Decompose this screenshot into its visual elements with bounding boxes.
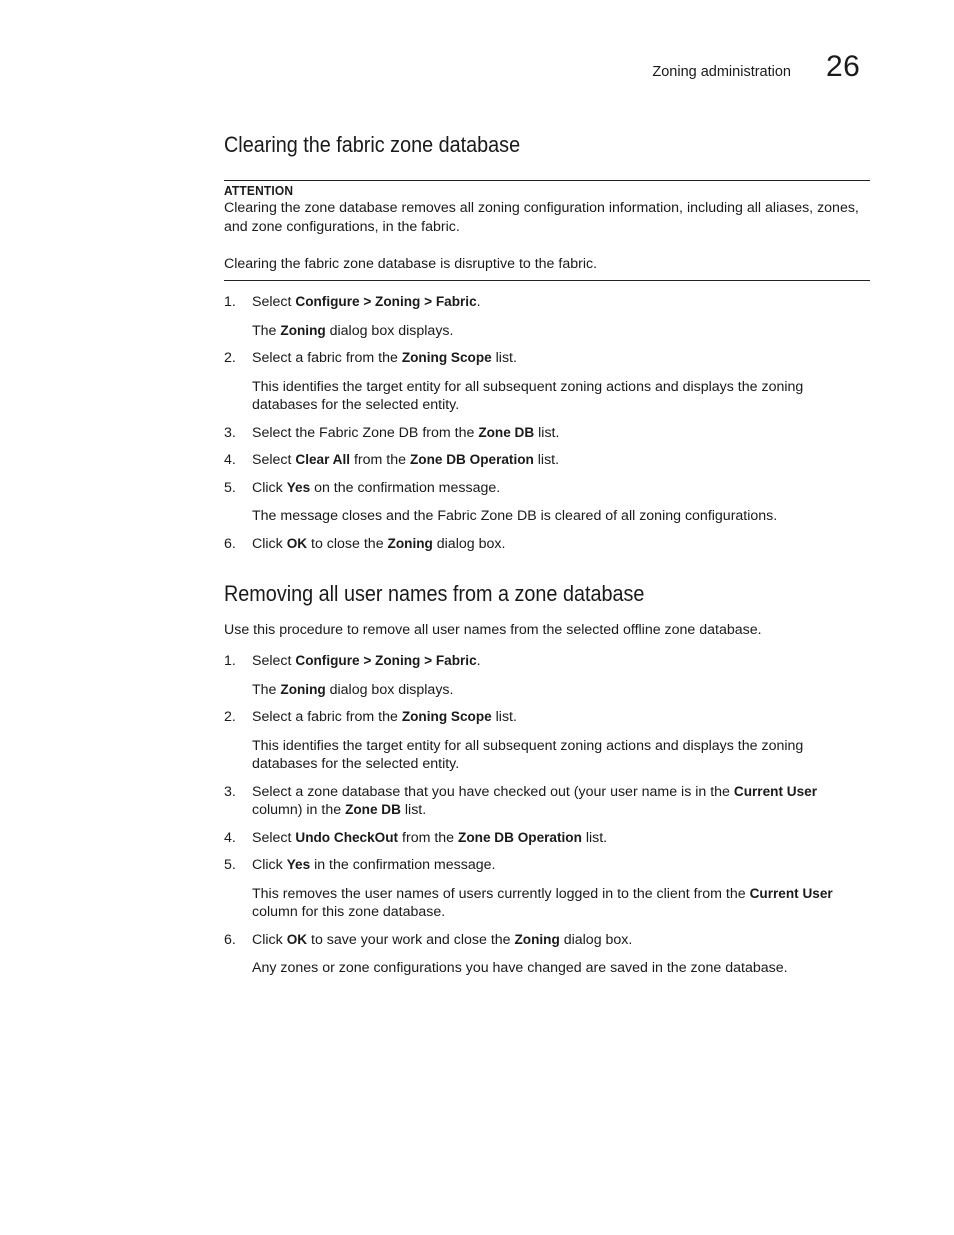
step-item [224, 652, 870, 699]
step-item [224, 708, 870, 774]
step-item [224, 424, 870, 443]
step-item [224, 829, 870, 848]
section-title-removing: Removing all user names from a zone database [224, 581, 645, 606]
ui-term: Yes [286, 857, 311, 872]
ui-term: Current User [733, 783, 817, 799]
step-number: 1. [224, 653, 236, 669]
steps-list-clearing [224, 293, 870, 553]
step-text: Select the Fabric Zone DB from the Zone DB list. [252, 424, 560, 441]
step-item [224, 479, 870, 526]
section-intro: Use this procedure to remove all user names from the selected offline zone database. [224, 622, 762, 638]
ui-term: Zoning [514, 931, 560, 947]
ui-term: Configure > Zoning > Fabric [295, 294, 477, 309]
attention-text: Clearing the zone database removes all zoning configuration information, including all aliases, zones, and zone configurations, in the fabric. [224, 200, 859, 235]
step-text: Select Clear All from the Zone DB Operation list. [252, 452, 560, 468]
step-item [224, 931, 870, 978]
step-note: The Zoning dialog box displays. [252, 322, 454, 339]
step-text: Click OK to save your work and close the Zoning dialog box. [252, 931, 633, 948]
step-note: This identifies the target entity for all subsequent zoning actions and displays the zoning databases for the selected entity. [252, 737, 804, 772]
step-text: Select a zone database that you have checked out (your user name is in the Current User column) in the Zone DB list. [252, 783, 817, 818]
steps-list-removing [224, 652, 870, 978]
step-number: 2. [224, 350, 236, 366]
step-text: Select Configure > Zoning > Fabric. [252, 294, 481, 310]
chapter-number: 26 [826, 50, 861, 83]
ui-term: Zoning [280, 322, 326, 338]
ui-term: Clear All [295, 452, 351, 467]
step-text: Click Yes in the confirmation message. [252, 857, 496, 873]
step-number: 3. [224, 783, 236, 800]
step-number: 6. [224, 931, 236, 948]
step-number: 4. [224, 452, 236, 468]
step-item [224, 856, 870, 922]
ui-term: Zone DB [478, 424, 535, 440]
ui-term: Zone DB Operation [458, 829, 582, 845]
ui-term: Zone DB [345, 802, 401, 817]
attention-text-disruptive: Clearing the fabric zone database is disruptive to the fabric. [224, 256, 598, 272]
step-number: 2. [224, 709, 236, 725]
step-note: The Zoning dialog box displays. [252, 681, 454, 698]
step-number: 4. [224, 829, 236, 846]
step-number: 1. [224, 294, 236, 310]
ui-term: OK [286, 931, 308, 947]
step-number: 5. [224, 857, 236, 873]
ui-term: Current User [749, 885, 833, 901]
step-note: The message closes and the Fabric Zone DB is cleared of all zoning configurations. [252, 508, 778, 524]
ui-term: Zoning Scope [401, 350, 492, 365]
attention-box [224, 180, 870, 281]
step-note: Any zones or zone configurations you have changed are saved in the zone database. [252, 960, 788, 976]
step-item [224, 535, 870, 554]
step-item [224, 293, 870, 340]
page-content [224, 132, 870, 987]
step-text: Click OK to close the Zoning dialog box. [252, 535, 506, 552]
ui-term: Configure > Zoning > Fabric [295, 653, 477, 668]
step-text: Select a fabric from the Zoning Scope list. [252, 350, 517, 366]
step-text: Select a fabric from the Zoning Scope list. [252, 709, 517, 725]
chapter-title: Zoning administration [652, 64, 791, 80]
step-number: 5. [224, 479, 236, 496]
ui-term: Zoning [280, 681, 326, 697]
ui-term: Zoning Scope [401, 709, 492, 724]
ui-term: Undo CheckOut [295, 829, 399, 845]
ui-term: Zone DB Operation [409, 452, 534, 467]
step-text: Click Yes on the confirmation message. [252, 479, 501, 496]
step-item [224, 783, 870, 820]
step-number: 6. [224, 535, 236, 552]
step-number: 3. [224, 424, 236, 441]
attention-label: ATTENTION [224, 183, 294, 198]
step-text: Select Configure > Zoning > Fabric. [252, 653, 481, 669]
step-note: This removes the user names of users currently logged in to the client from the Current User column for this zone database. [252, 885, 833, 920]
section-removing [224, 581, 870, 978]
ui-term: OK [286, 535, 308, 551]
step-note: This identifies the target entity for all subsequent zoning actions and displays the zoning databases for the selected entity. [252, 378, 804, 413]
ui-term: Zoning [387, 535, 433, 551]
step-item [224, 349, 870, 415]
step-text: Select Undo CheckOut from the Zone DB Operation list. [252, 829, 608, 846]
section-title-clearing: Clearing the fabric zone database [224, 132, 521, 157]
ui-term: Yes [286, 479, 311, 495]
step-item [224, 451, 870, 470]
